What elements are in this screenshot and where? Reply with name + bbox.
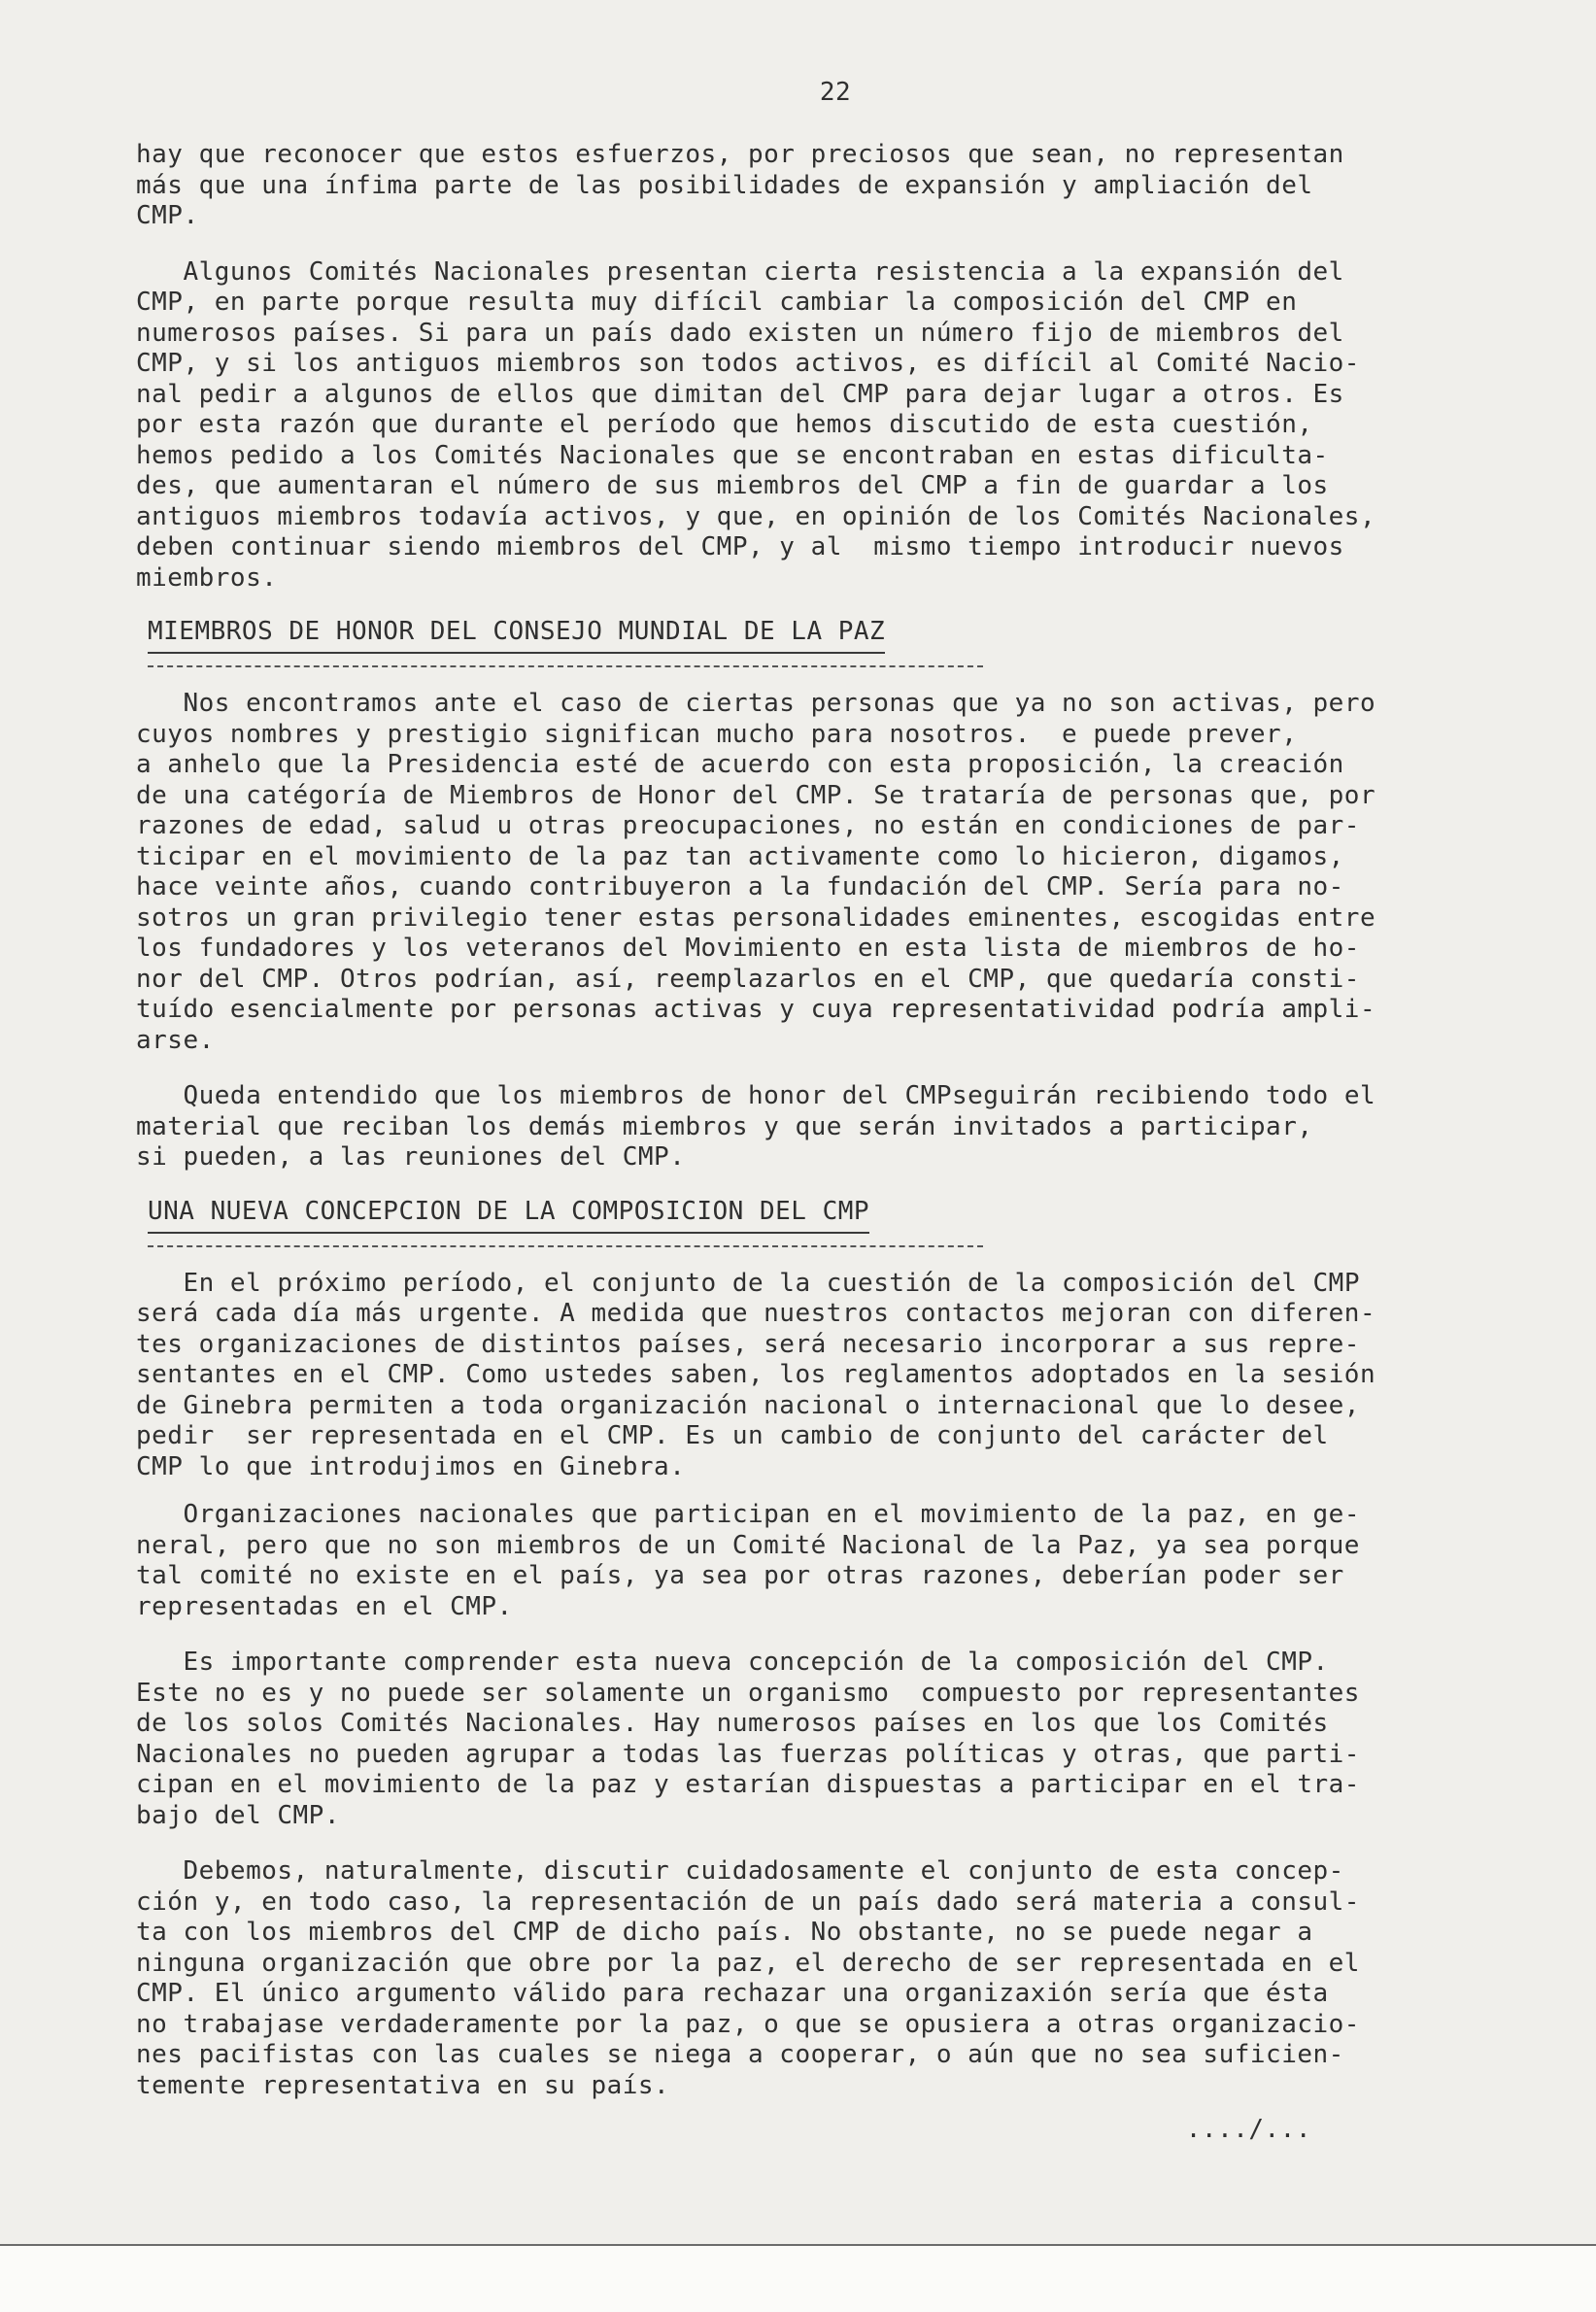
section-heading-composition: UNA NUEVA CONCEPCION DE LA COMPOSICION DEL CMP	[148, 1195, 869, 1234]
heading-underline	[148, 1245, 983, 1247]
paragraph-national-organizations: Organizaciones nacionales que participan en el movimiento de la paz, en ge- neral, pero que no son miembros de un Comité Nacional de la Paz, ya sea porque tal comité no existe en el país, ya sea por otras razones, deberían poder ser representadas en el CMP.	[136, 1500, 1360, 1621]
page-number: 22	[819, 78, 852, 107]
paragraph-discuss: Debemos, naturalmente, discutir cuidadosamente el conjunto de esta concep- ción y, en todo caso, la representación de un país dado será materia a consul- ta con los miembros del CMP de dicho país. No obstante, no se puede negar a ninguna organización que obre por la paz, el derecho de ser representada en el CMP. El único argumento válido para rechazar una organizaxión sería que ésta no trabajase verdaderamente por la paz, o que se opusiera a otras organizacio- nes pacifistas con las cuales se niega a cooperar, o aún que no sea suficien- temente representativa en su país.	[136, 1856, 1360, 2100]
paragraph-new-concept: Es importante comprender esta nueva concepción de la composición del CMP. Este no es y no puede ser solamente un organismo compuesto por representantes de los solos Comités Nacionales. Hay numerosos países en los que los Comités Nacionales no pueden agrupar a todas las fuerzas políticas y otras, que parti- cipan en el movimiento de la paz y estarían dispuestas a participar en el tra- bajo del CMP.	[136, 1648, 1360, 1830]
typewritten-document	[136, 78, 1535, 2144]
heading-underline	[148, 665, 983, 667]
paragraph-next-period: En el próximo período, el conjunto de la cuestión de la composición del CMP será cada día más urgente. A medida que nuestros contactos mejoran con diferen- tes organizaciones de distintos países, será necesario incorporar a sus repre- sentantes en el CMP. Como ustedes saben, los reglamentos adoptados en la sesión de Ginebra permiten a toda organización nacional o internacional que lo desee, pedir ser representada en el CMP. Es un cambio de conjunto del carácter del CMP lo que introdujimos en Ginebra.	[136, 1268, 1376, 1481]
paragraph-honor: Nos encontramos ante el caso de ciertas personas que ya no son activas, pero cuyos nombres y prestigio significan mucho para nosotros. e puede prever, a anhelo que la Presidencia esté de acuerdo con esta proposición, la creación de una catégoría de Miembros de Honor del CMP. Se trataría de personas que, por razones de edad, salud u otras preocupaciones, no están en condiciones de par- ticipar en el movimiento de la paz tan activamente como lo hicieron, digamos, hace veinte años, cuando contribuyeron a la fundación del CMP. Sería para no- sotros un gran privilegio tener estas personalidades eminentes, escogidas entre los fundadores y los veteranos del Movimiento en esta lista de miembros de ho- nor del CMP. Otros podrían, así, reemplazarlos en el CMP, que quedaría consti- tuído esencialmente por personas activas y cuya representatividad podría ampli- arse.	[136, 689, 1376, 1055]
continuation-mark: ..../...	[1185, 2115, 1311, 2144]
paragraph-honor-material: Queda entendido que los miembros de honor del CMPseguirán recibiendo todo el material que reciban los demás miembros y que serán invitados a participar, si pueden, a las reuniones del CMP.	[136, 1081, 1376, 1172]
paragraph-resistance: Algunos Comités Nacionales presentan cierta resistencia a la expansión del CMP, en parte porque resulta muy difícil cambiar la composición del CMP en numerosos países. Si para un país dado existen un número fijo de miembros del CMP, y si los antiguos miembros son todos activos, es difícil al Comité Nacio- nal pedir a algunos de ellos que dimitan del CMP para dejar lugar a otros. Es por esta razón que durante el período que hemos discutido de esta cuestión, hemos pedido a los Comités Nacionales que se encontraban en estas dificulta- des, que aumentaran el número de sus miembros del CMP a fin de guardar a los antiguos miembros todavía activos, y que, en opinión de los Comités Nacionales, deben continuar siendo miembros del CMP, y al mismo tiempo introducir nuevos miembros.	[136, 256, 1376, 593]
intro-paragraph: hay que reconocer que estos esfuerzos, por preciosos que sean, no representan más que una ínfima parte de las posibilidades de expansión y ampliación del CMP.	[136, 140, 1344, 230]
page-bottom-edge	[0, 2244, 1596, 2312]
section-heading-honor: MIEMBROS DE HONOR DEL CONSEJO MUNDIAL DE LA PAZ	[148, 615, 885, 654]
